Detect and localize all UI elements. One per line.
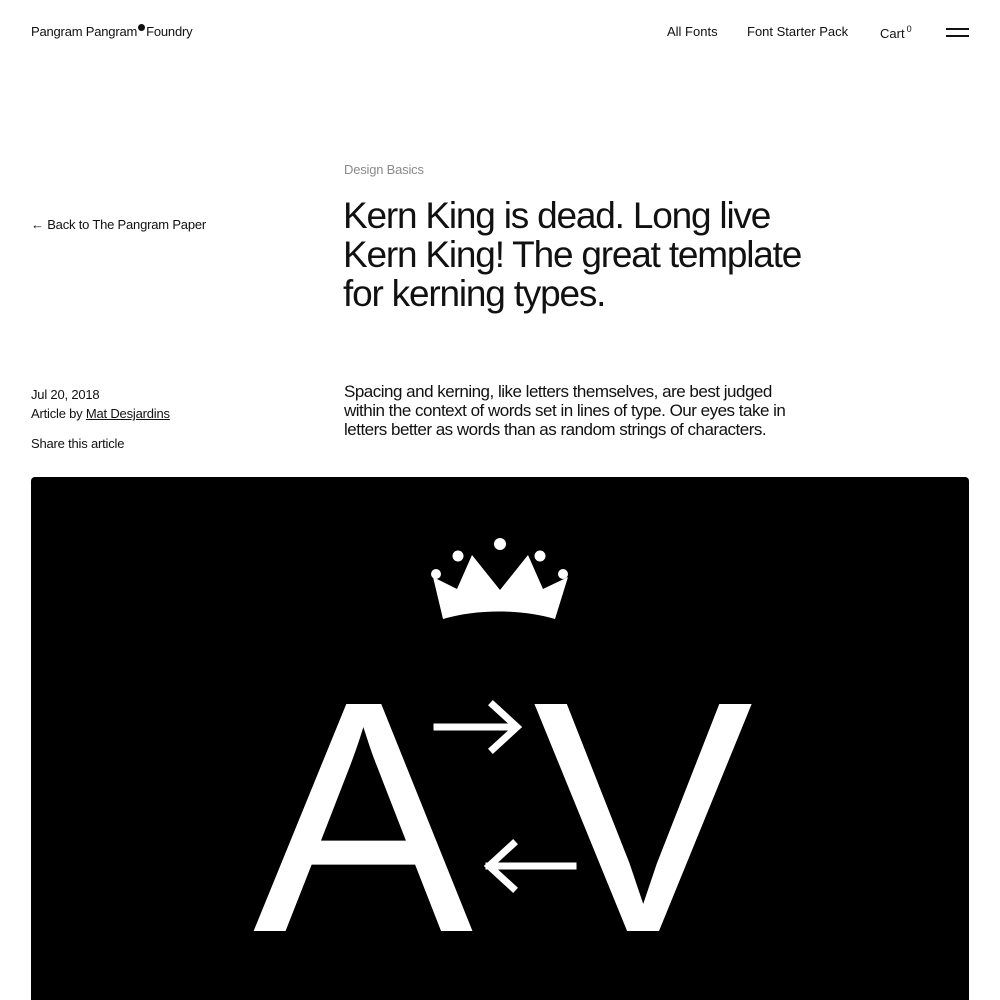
site-logo[interactable]	[31, 24, 192, 39]
nav-font-starter-pack[interactable]: Font Starter Pack	[747, 24, 849, 39]
menu-line	[946, 35, 969, 37]
article-title: Kern King is dead. Long live Kern King! The great template for kerning types.	[343, 195, 802, 314]
hero-letter-a: A	[253, 632, 474, 1000]
crown-icon	[431, 538, 568, 619]
logo-text-right: Foundry	[146, 24, 193, 39]
article-category[interactable]: Design Basics	[344, 162, 424, 177]
nav-cart[interactable]	[880, 24, 912, 41]
hero-letter-v: V	[533, 632, 754, 1000]
hamburger-menu-icon[interactable]	[946, 27, 969, 39]
article-by-label: Article by	[31, 406, 83, 421]
hero-image	[31, 477, 969, 1000]
article-byline	[31, 404, 170, 423]
menu-line	[946, 28, 969, 30]
cart-count-badge: 0	[906, 24, 912, 34]
article-meta	[31, 385, 170, 423]
article-date: Jul 20, 2018	[31, 387, 100, 402]
logo-dot-icon	[138, 24, 145, 31]
author-link[interactable]: Mat Desjardins	[85, 406, 170, 421]
hero-artwork	[31, 477, 969, 1000]
cart-label: Cart	[880, 26, 905, 41]
back-to-paper-link[interactable]: ← Back to The Pangram Paper	[31, 217, 207, 232]
share-article-link[interactable]: Share this article	[31, 436, 125, 451]
logo-text-left: Pangram Pangram	[31, 24, 138, 39]
article-lede: Spacing and kerning, like letters themselves, are best judged within the context of words set in lines of type. Our eyes take in letters better as words than as random strings of characters.	[344, 382, 786, 439]
site-header	[0, 0, 1000, 64]
nav-all-fonts[interactable]: All Fonts	[667, 24, 718, 39]
